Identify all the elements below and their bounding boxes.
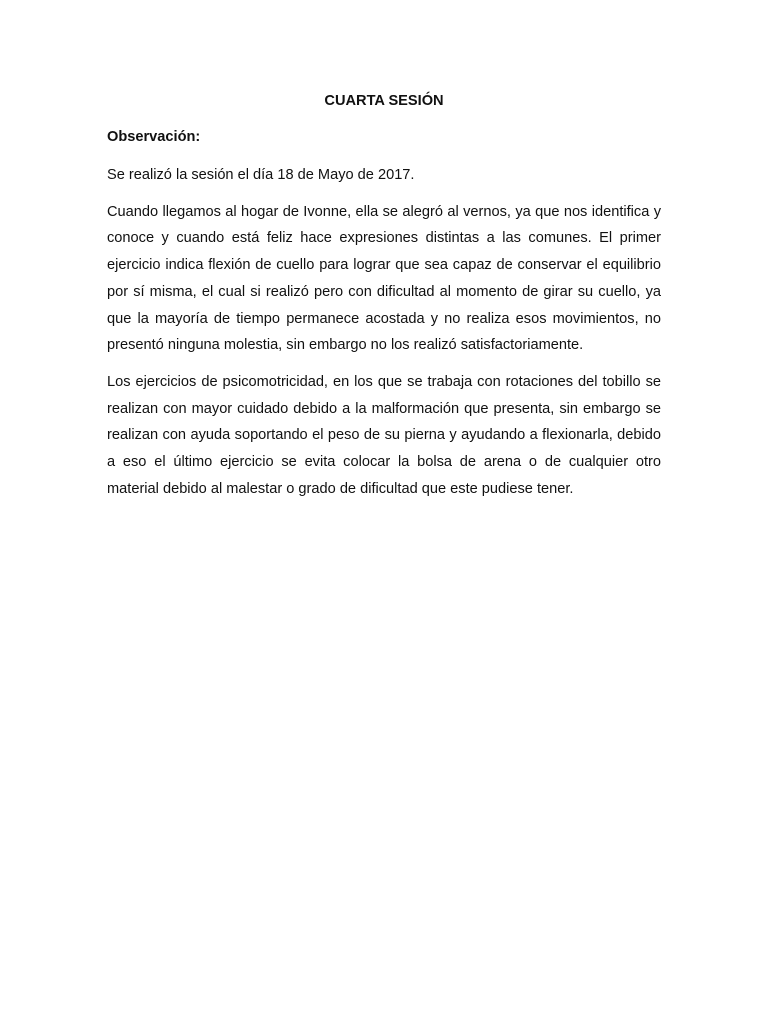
paragraph-date: Se realizó la sesión el día 18 de Mayo de 2017. — [107, 167, 415, 183]
document-title: CUARTA SESIÓN — [324, 93, 444, 109]
document-page — [107, 88, 661, 512]
paragraph-exercises: Los ejercicios de psicomotricidad, en los que se trabaja con rotaciones del tobillo se realizan con mayor cuidado debido a la malformación que presenta, sin embargo se realizan con ayuda soportando el peso de su pierna y ayudando a flexionarla, debido a eso el último ejercicio se evita colocar la bolsa de arena o de cualquier otro material debido al malestar o grado de dificultad que este pudiese tener. — [107, 373, 661, 497]
paragraph-visit: Cuando llegamos al hogar de Ivonne, ella se alegró al vernos, ya que nos identifica y conoce y cuando está feliz hace expresiones distintas a las comunes. El primer ejercicio indica flexión de cuello para lograr que sea capaz de conservar el equilibrio por sí misma, el cual si realizó pero con dificultad al momento de girar su cuello, ya que la mayoría de tiempo permanece acostada y no realiza esos movimientos, no presentó ninguna molestia, sin embargo no los realizó satisfactoriamente. — [107, 203, 661, 354]
section-heading: Observación: — [107, 129, 201, 145]
